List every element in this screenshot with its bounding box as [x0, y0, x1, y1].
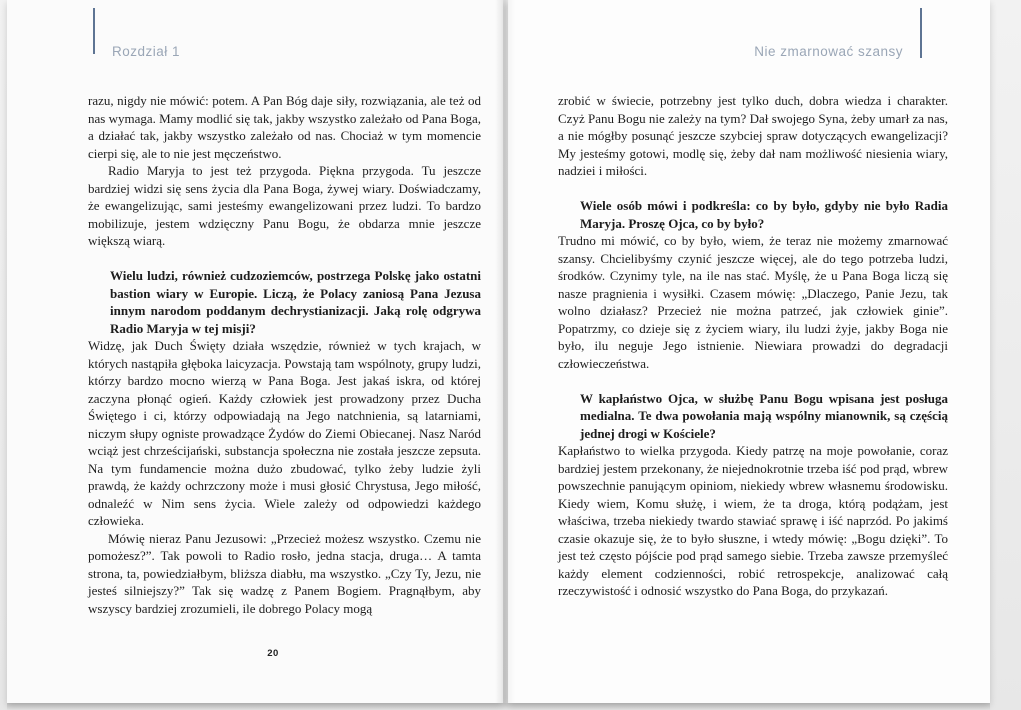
right-page — [508, 0, 990, 703]
interview-question-paragraph: Wielu ludzi, również cudzoziemców, postrzega Polskę jako ostatni bastion wiary w Europie. Liczą, że Polacy zaniosą Pana Jezusa innym narodom poddanym dechrystianizacji. Jaką rolę odgrywa Radio Maryja w tej misji? — [110, 268, 481, 336]
running-header-title: Nie zmarnować szansy — [754, 44, 903, 59]
left-page — [7, 0, 503, 703]
body-paragraph: Kapłaństwo to wielka przygoda. Kiedy patrzę na moje powołanie, coraz bardziej jestem przekonany, że niejednokrotnie trzeba iść pod prąd, wbrew powszechnie panującym opiniom, niekiedy wbrew własnemu środowisku. Kiedy wiem, Komu służę, i wiem, że ta droga, którą podążam, jest właściwa, trzeba niekiedy twardo stawiać sprawę i iść naprzód. Po jakimś czasie okazuje się, że to było słuszne, i wtedy mówię: „Bogu dzięki”. To jest też często pójście pod prąd samego siebie. Trzeba zawsze przemyśleć każdy element codzienności, robić retrospekcje, analizować całą rzeczywistość i odnosić wszystko do Pana Boga, do przykazań. — [558, 443, 948, 598]
running-header-chapter: Rozdział 1 — [112, 44, 181, 59]
body-paragraph: Widzę, jak Duch Święty działa wszędzie, również w tych krajach, w których nastąpiła głęboka laicyzacja. Powstają tam wspólnoty, grupy ludzi, którzy bardzo mocno wierzą w Pana Boga. Jest jakaś iskra, od której zaczyna płonąć ogień. Każdy człowiek jest prowadzony przez Ducha Świętego i ci, którzy odpowiadają na Jego natchnienia, są latarniami, niczym słupy ogniste prowadzące Żydów do Ziemi Obiecanej. Nasz Naród wciąż jest chrześcijański, substancja społeczna nie została jeszcze zepsuta. Na tym fundamencie można dużo zbudować, tylko żeby ludzie żyli prawdą, że każdy ochrzczony może i musi głosić Chrystusa, Jego miłość, odnaleźć w Nim sens życia. Wiele zależy od odpowiedzi każdego człowieka. — [88, 338, 481, 528]
header-accent-rule — [93, 8, 95, 54]
body-paragraph: razu, nigdy nie mówić: potem. A Pan Bóg daje siły, rozwiązania, ale też od nas wymaga. Mamy modlić się tak, jakby wszystko zależało od Pana Boga, a działać tak, jakby wszystko zależało od nas. Chociaż w tym momencie cierpi się, ale to nie jest męczeństwo. — [88, 93, 481, 161]
body-paragraph: Mówię nieraz Panu Jezusowi: „Przecież możesz wszystko. Czemu nie pomożesz?”. Tak powoli to Radio rosło, jedna stacja, druga… A tamta strona, ta, powiedziałbym, bliższa diabłu, ma wszystko. „Czy Ty, Jezu, nie jesteś silniejszy?” Tak się wadzę z Panem Bogiem. Pragnąłbym, aby wszyscy bardziej zrozumieli, ile dobrego Polacy mogą — [88, 530, 481, 616]
right-page-text-column — [558, 92, 948, 600]
body-paragraph: Radio Maryja to jest też przygoda. Piękna przygoda. Tu jeszcze bardziej widzi się sens życia dla Pana Boga, żywej wiary. Doświadczamy, że ewangelizując, sami jesteśmy ewangelizowani przez ludzi. To bardzo mobilizuje, jestem wdzięczny Panu Bogu, że obdarza mnie jeszcze większą wiarą. — [88, 163, 481, 248]
page-number: 20 — [267, 648, 279, 659]
header-accent-rule — [920, 8, 922, 58]
interview-question-paragraph: Wiele osób mówi i podkreśla: co by było, gdyby nie było Radia Maryja. Proszę Ojca, co by było? — [580, 198, 948, 231]
body-paragraph: Trudno mi mówić, co by było, wiem, że teraz nie możemy zmarnować szansy. Chcielibyśmy czynić jeszcze więcej, ale do tego potrzeba ludzi, środków. Czynimy tyle, na ile nas stać. Myślę, że u Pana Boga liczą się nasze pragnienia i wysiłki. Czasem mówię: „Dlaczego, Panie Jezu, tak wolno działasz? Przecież nie można patrzeć, jak człowiek ginie”. Popatrzmy, co dzieje się z życiem wiary, ilu ludzi żyje, jakby Boga nie było, ilu neguje Jego istnienie. Niewiara prowadzi do degradacji człowieczeństwa. — [558, 233, 948, 371]
page-bottom-shadow — [7, 703, 990, 710]
left-page-text-column — [88, 92, 481, 617]
body-paragraph: zrobić w świecie, potrzebny jest tylko duch, dobra wiedza i charakter. Czyż Panu Bogu nie zależy na tym? Dał swojego Syna, żeby umarł za nas, a nie mógłby posunąć jeszcze szybciej spraw dotyczących ewangelizacji? My jesteśmy gotowi, modlę się, żeby dał nam możliwość niesienia wiary, nadziei i miłości. — [558, 93, 948, 178]
interview-question-paragraph: W kapłaństwo Ojca, w służbę Panu Bogu wpisana jest posługa medialna. Te dwa powołania mają wspólny mianownik, są częścią jednej drogi w Kościele? — [580, 390, 948, 441]
